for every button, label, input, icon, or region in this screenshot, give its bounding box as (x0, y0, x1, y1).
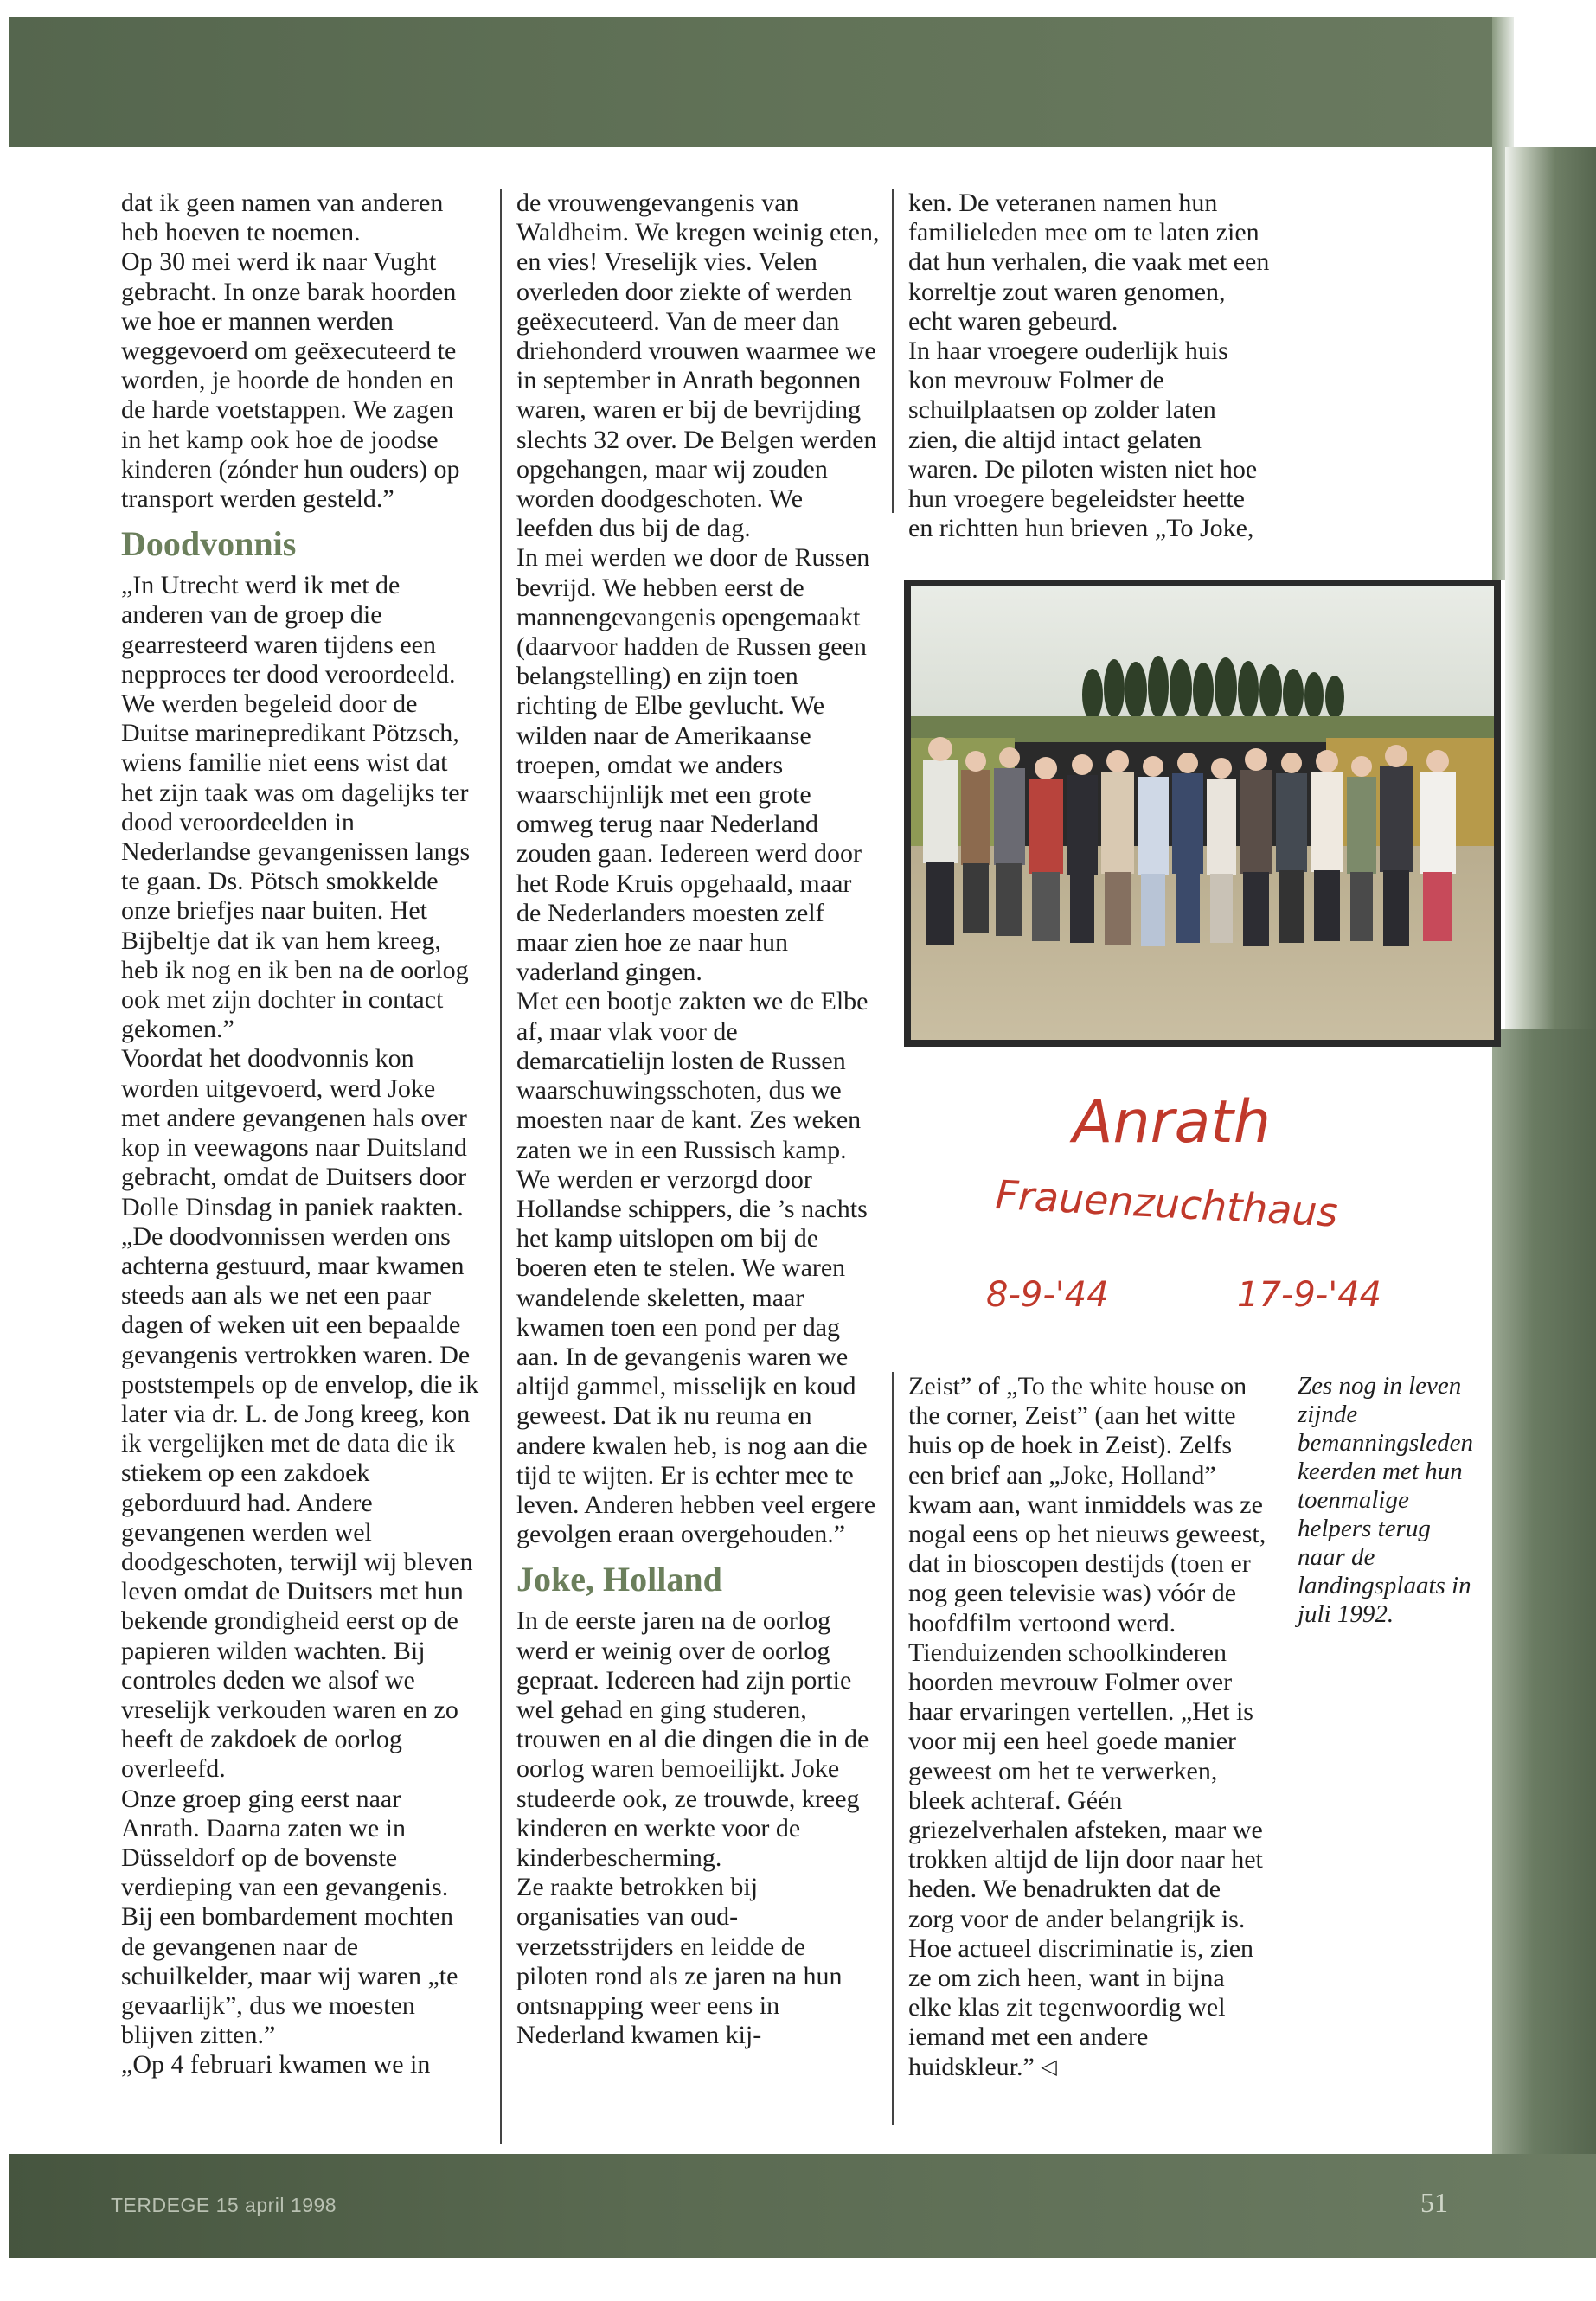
paragraph: Ze raakte betrokken bij organisaties van oud-verzetsstrijders en leidde de piloten rond als ze jaren na hun ontsnapping weer eens in Nederland kwamen kij- (516, 1873, 843, 2050)
right-color-band-lower (1492, 1029, 1596, 2154)
paragraph: Met een bootje zakten we de Elbe af, maar vlak voor de demarcatielijn losten de Russen waarschuwingsschoten, dus we moesten naar de kant. Zes weken zaten we in een Russisch kamp. We werden er verzorgd door Hollandse schippers, die ’s nachts het kamp uitslopen om bij de boeren eten te stelen. We waren wandelende skeletten, maar kwamen toen een pond per dag aan. In de gevangenis waren we altijd gammel, misselijk en koud geweest. Dat ik nu reuma en andere kwalen heb, is nog aan die tijd te wijten. Er is echter mee te leven. Anderen hebben veel ergere gevolgen eraan overgehouden.” (516, 987, 876, 1549)
paragraph: In de eerste jaren na de oorlog werd er weinig over de oorlog gepraat. Iedereen had zijn portie wel gehad en ging studeren, trouwen en al die dingen die in de oorlog waren bemoeilijkt. Joke studeerde ook, ze trouwde, kreeg kinderen en werkte voor de kinderbescherming. (516, 1606, 869, 1872)
paragraph: „In Utrecht werd ik met de anderen van de groep die gearresteerd waren tijdens een nepproces ter dood veroordeeld. We werden begeleid door de Duitse marinepredikant Pötzsch, wiens familie niet eens wist dat het zijn taak was om dagelijks ter dood veroordeelden in Nederlandse gevangenissen langs te gaan. Ds. Pötsch smokkelde onze briefjes naar buiten. Het Bijbeltje dat ik van hem kreeg, heb ik nog en ik ben na de oorlog ook met zijn dochter in contact gekomen.” (121, 571, 471, 1044)
paragraph: ken. De veteranen namen hun familieleden mee om te laten zien dat hun verhalen, die vaak met een korreltje zout waren genomen, echt waren gebeurd. (908, 189, 1270, 336)
page-number: 51 (1420, 2187, 1448, 2218)
section-heading-doodvonnis: Doodvonnis (121, 524, 297, 564)
column-rule-2-top (892, 189, 894, 513)
paragraph: de vrouwengevangenis van Waldheim. We kregen weinig eten, en vies! Vreselijk vies. Velen overleden door ziekte of werden geëxecuteerd. Van de meer dan driehonderd vrouwen waarmee we in september in Anrath begonnen waren, waren er bij de bevrijding slechts 32 over. De Belgen werden opgehangen, maar wij zouden worden doodgeschoten. We leefden dus bij de dag. (516, 189, 880, 543)
paragraph: Onze groep ging eerst naar Anrath. Daarna zaten we in Düsseldorf op de bovenste verdieping van een gevangenis. Bij een bombardement mochten de gevangenen naar de schuilkelder, maar wij waren „te gevaarlijk”, dus we moesten blijven zitten.” (121, 1784, 458, 2050)
paragraph: Voordat het doodvonnis kon worden uitgevoerd, werd Joke met andere gevangenen hals over kop in veewagons naar Duitsland gebracht, omdat de Duitsers door Dolle Dinsdag in paniek raakten. „De doodvonnissen werden ons achterna gestuurd, maar kwamen steeds aan als we net een paar dagen of weken uit een bepaalde gevangenis vertrokken waren. De poststempels op de envelop, die ik later via dr. L. de Jong kreeg, kon ik vergelijken met de data die ik stiekem op een zakdoek geborduurd had. Andere gevangenen werden wel doodgeschoten, terwijl wij bleven leven omdat de Duitsers met hun bekende grondigheid eerst op de papieren wilden wachten. Bij controles deden we alsof we vreselijk verkouden waren en zo heeft de zakdoek de oorlog overleefd. (121, 1044, 479, 1784)
top-color-band (9, 17, 1492, 147)
article-column-3-top (908, 189, 1272, 543)
end-of-article-mark: ◁ (1041, 2055, 1057, 2079)
paragraph: dat ik geen namen van anderen heb hoeven te noemen. (121, 189, 444, 247)
handwriting-date-1: 8-9-'44 (986, 1275, 1109, 1315)
group-photo (904, 580, 1501, 1047)
article-column-2 (516, 189, 880, 2050)
section-heading-joke-holland: Joke, Holland (516, 1560, 722, 1599)
paragraph: In mei werden we door de Russen bevrijd. We hebben eerst de mannengevangenis opengemaakt (daarvoor hadden de Russen geen belangstelling) en zijn toen richting de Elbe gevlucht. We wilden naar de Amerikaanse troepen, omdat we anders waarschijnlijk met een grote omweg terug naar Nederland zouden gaan. Iedereen werd door het Rode Kruis opgehaald, maar de Nederlanders moesten zelf maar zien hoe ze naar hun vaderland gingen. (516, 543, 870, 987)
photo-caption: Zes nog in leven zijnde bemanningsleden keerden met hun toenmalige helpers terug naar de landingsplaats in juli 1992. (1298, 1372, 1473, 1628)
group-photo-image (911, 586, 1494, 1040)
paragraph: In haar vroegere ouderlijk huis kon mevrouw Folmer de schuilplaatsen op zolder laten zien, die altijd intact gelaten waren. De piloten wisten niet hoe hun vroegere begeleidster heette en richtten hun brieven „To Joke, (908, 336, 1258, 543)
handwritten-inscription (969, 1073, 1453, 1332)
article-column-3-bottom (908, 1372, 1272, 2082)
column-rule-2-bottom (892, 1372, 894, 2125)
article-column-1 (121, 189, 480, 2080)
footer-publication: TERDEGE 15 april 1998 (111, 2194, 337, 2216)
paragraph: „Op 4 februari kwamen we in (121, 2050, 431, 2080)
paragraph: Op 30 mei werd ik naar Vught gebracht. In onze barak hoorden we hoe er mannen werden weggevoerd om geëxecuteerd te worden, je hoorde de honden en de harde voetstappen. We zagen in het kamp ook hoe de joodse kinderen (zónder hun ouders) op transport werden gesteld.” (121, 247, 460, 514)
paragraph: Zeist” of „To the white house on the corner, Zeist” (aan het witte huis op de hoek in Zeist). Zelfs een brief aan „Joke, Holland” kwam aan, want inmiddels was ze nogal eens op het nieuws geweest, dat in bioscopen destijds (toen er nog geen televisie was) vóór de hoofdfilm vertoond werd. (908, 1372, 1266, 1638)
column-rule-1 (500, 189, 502, 2144)
paragraph-text: Tienduizenden schoolkinderen hoorden mevrouw Folmer over haar ervaringen vertellen. „Het is voor mij een heel goede manier geweest om het te verwerken, bleek achteraf. Géén griezelverhalen afsteken, maar we trokken altijd de lijn door naar het heden. We benadrukten dat de zorg voor de ander belangrijk is. Hoe actueel discriminatie is, zien ze om zich heen, want in bijna elke klas zit tegenwoordig wel iemand met een andere huidskleur.” (908, 1638, 1263, 2081)
handwriting-line-2: Frauenzuchthaus (994, 1170, 1339, 1236)
handwriting-line-1: Anrath (1073, 1088, 1272, 1157)
paragraph (908, 1638, 1272, 2082)
handwriting-date-2: 17-9-'44 (1237, 1275, 1382, 1315)
